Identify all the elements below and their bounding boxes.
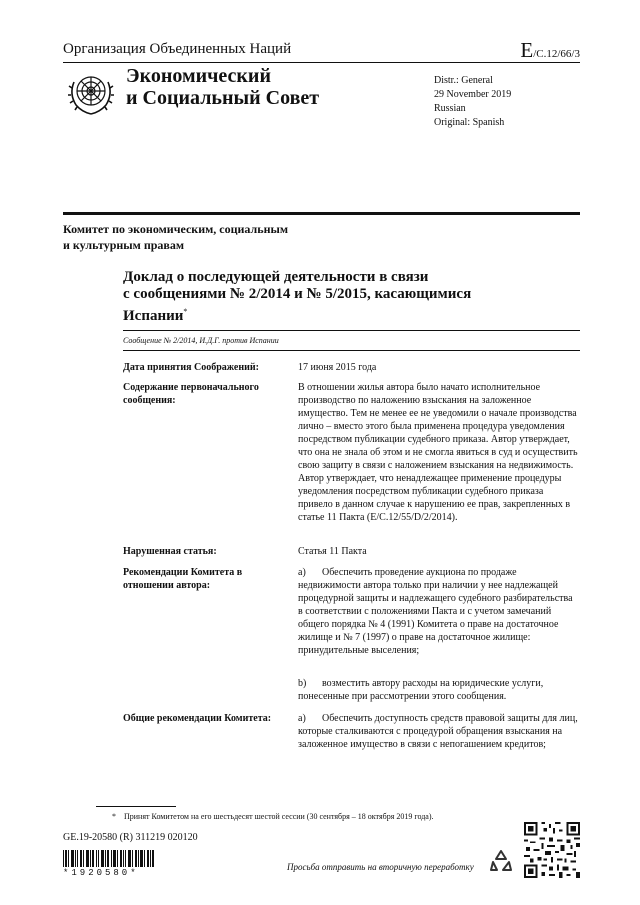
recycle-text: Просьба отправить на вторичную переработку <box>287 862 474 872</box>
barcode-icon <box>63 850 155 867</box>
report-title <box>123 269 543 325</box>
item-marker: a) <box>298 713 306 724</box>
committee-line-1: Комитет по экономическим, социальным <box>63 222 289 236</box>
communication-rule <box>123 350 580 351</box>
distr-original: Original: Spanish <box>434 117 505 128</box>
report-title-line-1: Доклад о последующей деятельности в связи <box>123 269 429 285</box>
barcode-digits: *1920580* <box>63 868 139 878</box>
row-value-initial-communication: В отношении жилья автора было начато исполнительное производство по наложению взыскания на заложенное имущество. Тем не менее ее не уведомили о начале производства лично – вместо этого была применена процедура уведомления посредством публикации судебного приказа. Автор утверждает, что она не знала об этом и не смогла явиться в суд и осуществить свою защиту в связи с наложением взыскания на недвижимость. Автор утверждает, что ненадлежащее применение процедуры уведомления посредством публикации судебного приказа привело в данном случае к нарушению ее прав, закрепленных в статье 11 Пакта (E/C.12/55/D/2/2014). <box>298 382 578 523</box>
recycle-icon <box>488 848 514 874</box>
row-label-violated-article: Нарушенная статья: <box>123 546 217 557</box>
header-rule <box>63 62 580 63</box>
row-label-general-recommendations: Общие рекомендации Комитета: <box>123 713 272 724</box>
distr-date: 29 November 2019 <box>434 89 512 100</box>
symbol-prefix: E <box>520 38 534 62</box>
council-line-2: и Социальный Совет <box>126 87 320 109</box>
communication-line: Сообщение № 2/2014, И.Д.Г. против Испании <box>123 336 279 345</box>
committee-line-2: и культурным правам <box>63 238 185 252</box>
section-rule <box>63 212 580 215</box>
row-value-author-recommendation-b <box>298 677 578 703</box>
title-rule <box>123 330 580 331</box>
council-name <box>126 65 319 109</box>
item-text: Обеспечить проведение аукциона по продаже недвижимости автора только при наличии у нее надлежащей процедурной защиты и надлежащего судебного разбирательства в соответствии с положениями Пакта и с учетом замечаний общего порядка № 4 (1991) Комитета о праве на достаточное жилище и № 7 (1997) о праве на достаточное жилище: принудительные выселения; <box>298 567 573 656</box>
item-text: Обеспечить доступность средств правовой защиты для лиц, которые сталкиваются с процедурой обращения взыскания на заложенное имущество в связи с непогашением кредитов; <box>298 713 578 750</box>
organization-name: Организация Объединенных Наций <box>63 41 292 57</box>
document-symbol <box>520 38 580 63</box>
row-value-adoption-date: 17 июня 2015 года <box>298 362 377 373</box>
footnote-star: * <box>112 812 116 821</box>
row-label-adoption-date: Дата принятия Соображений: <box>123 362 259 373</box>
symbol-rest: /C.12/66/3 <box>533 48 580 60</box>
row-label-initial-communication: Содержание первоначального сообщения: <box>123 382 259 406</box>
footnote-text: Принят Комитетом на его шестьдесят шестой сессии (30 сентября – 18 октября 2019 года). <box>124 812 434 821</box>
qr-code-icon <box>524 822 580 878</box>
report-title-line-3: Испании <box>123 308 184 324</box>
row-value-author-recommendation-a <box>298 566 578 657</box>
item-marker: b) <box>298 678 307 689</box>
footnote <box>112 812 434 821</box>
row-value-general-recommendation-a <box>298 712 578 751</box>
row-label-author-recommendations: Рекомендации Комитета в отношении автора: <box>123 567 243 591</box>
item-marker: a) <box>298 567 306 578</box>
footnote-rule <box>96 806 176 807</box>
distr-type: Distr.: General <box>434 75 493 86</box>
report-title-line-2: с сообщениями № 2/2014 и № 5/2015, касающимися <box>123 286 472 302</box>
distr-language: Russian <box>434 103 466 114</box>
footnote-marker: * <box>183 307 188 316</box>
job-number: GE.19-20580 (R) 311219 020120 <box>63 832 198 843</box>
distribution-block <box>434 74 511 130</box>
council-line-1: Экономический <box>126 65 271 87</box>
item-text: возместить автору расходы на юридические услуги, понесенные при рассмотрении этого сообщения. <box>298 678 544 702</box>
committee-name <box>63 221 323 253</box>
un-emblem-icon <box>66 68 116 118</box>
row-value-violated-article: Статья 11 Пакта <box>298 546 367 557</box>
